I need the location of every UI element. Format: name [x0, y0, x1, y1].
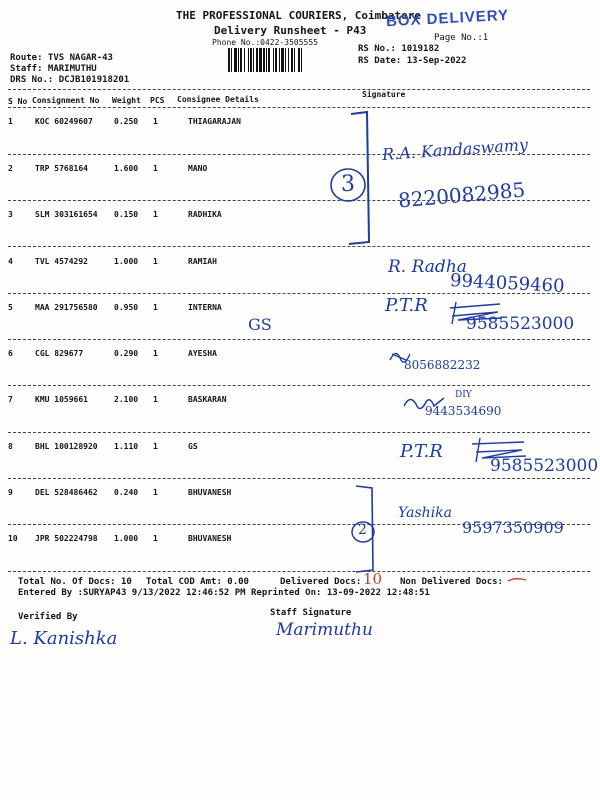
consignee: BHUVANESH	[188, 488, 232, 497]
consignee: THIAGARAJAN	[188, 117, 241, 126]
note-row-7: DIY	[455, 390, 472, 400]
pcs: 1	[153, 534, 158, 543]
consignee: MANO	[188, 164, 208, 173]
signature-row-8: P.T.R	[400, 441, 443, 462]
table-row	[0, 349, 600, 389]
pcs: 1	[153, 349, 158, 358]
signature-row-1: R.A. Kandaswamy	[381, 134, 529, 165]
delivered-count: 10	[363, 570, 383, 588]
weight: 1.000	[114, 257, 139, 266]
barcode	[228, 48, 352, 72]
consignee: INTERNA	[188, 303, 222, 312]
weight: 2.100	[114, 395, 139, 404]
non-delivered-docs-label: Non Delivered Docs:	[400, 577, 503, 587]
staff-signature: Marimuthu	[276, 620, 373, 640]
phone-row-6: 8056882232	[404, 358, 481, 372]
phone-row-9: 9597350909	[462, 518, 564, 537]
col-weight: Weight	[112, 96, 141, 105]
phone-row-8: 9585523000	[490, 456, 599, 476]
total-docs: Total No. Of Docs: 10	[18, 577, 132, 587]
rs-date: RS Date: 13-Sep-2022	[358, 56, 467, 66]
phone-row-5: 9585523000	[466, 314, 575, 334]
sheet-title: Delivery Runsheet - P43	[214, 24, 367, 37]
company-name: THE PROFESSIONAL COURIERS, Coimbatore	[176, 9, 422, 22]
sno: 2	[8, 164, 13, 173]
pcs: 1	[153, 117, 158, 126]
consignment-no: KOC 60249607	[35, 117, 93, 126]
consignment-no: DEL 528486462	[35, 488, 98, 497]
entered-by: Entered By :SURYAP43 9/13/2022 12:46:52 PM	[18, 588, 246, 598]
signature-row-9: Yashika	[398, 505, 453, 521]
consignee: RAMIAH	[188, 257, 217, 266]
consignee: BHUVANESH	[188, 534, 232, 543]
row-divider	[8, 571, 590, 572]
consignment-no: JPR 502224798	[35, 534, 98, 543]
consignment-no: TVL 4574292	[35, 257, 88, 266]
pcs: 1	[153, 488, 158, 497]
consignment-no: MAA 291756580	[35, 303, 98, 312]
rs-number: RS No.: 1019182	[358, 44, 440, 54]
table-row	[0, 534, 600, 574]
sno: 1	[8, 117, 13, 126]
verified-signature: L. Kanishka	[10, 628, 118, 649]
route: Route: TVS NAGAR-43	[10, 53, 113, 63]
reprinted-on: Reprinted On: 13-09-2022 12:48:51	[251, 588, 430, 598]
row-divider	[8, 478, 590, 479]
consignment-no: CGL 829677	[35, 349, 84, 358]
column-divider	[8, 107, 590, 108]
sno: 8	[8, 442, 13, 451]
consignee: GS	[188, 442, 198, 451]
row-divider	[8, 432, 590, 433]
row-divider	[8, 339, 590, 340]
note-row-5: GS	[248, 315, 272, 334]
phone-row-7: 9443534690	[425, 404, 502, 418]
col-consignee: Consignee Details	[177, 95, 259, 104]
phone-number: Phone No.:0422-3505555	[212, 38, 318, 47]
sno: 6	[8, 349, 13, 358]
sno: 7	[8, 395, 13, 404]
table-row	[0, 210, 600, 250]
weight: 0.150	[114, 210, 139, 219]
consignee: RADHIKA	[188, 210, 222, 219]
pcs: 1	[153, 210, 158, 219]
signature-row-5: P.T.R	[385, 295, 428, 316]
pcs: 1	[153, 303, 158, 312]
consignment-no: SLM 303161654	[35, 210, 98, 219]
header-divider	[8, 89, 590, 90]
delivered-docs-label: Delivered Docs:	[280, 577, 362, 587]
drs-number: DRS No.: DCJB101918201	[10, 75, 130, 85]
weight: 1.110	[114, 442, 139, 451]
row-divider	[8, 246, 590, 247]
sno: 4	[8, 257, 13, 266]
col-signature: Signature	[362, 90, 406, 99]
consignment-no: BHL 100128920	[35, 442, 98, 451]
weight: 0.240	[114, 488, 139, 497]
total-cod: Total COD Amt: 0.00	[146, 577, 249, 587]
red-dash-mark	[506, 576, 528, 584]
sno: 9	[8, 488, 13, 497]
verified-by-label: Verified By	[18, 612, 78, 622]
phone-row-1: 8220082985	[397, 177, 527, 213]
sno: 5	[8, 303, 13, 312]
weight: 0.950	[114, 303, 139, 312]
consignment-no: TRP 5768164	[35, 164, 88, 173]
pcs: 1	[153, 442, 158, 451]
col-pcs: PCS	[150, 96, 165, 105]
sno: 3	[8, 210, 13, 219]
signature-row-4: R. Radha	[388, 257, 467, 277]
box-delivery-stamp: BOX DELIVERY	[385, 6, 510, 31]
col-sno: S No	[8, 97, 28, 106]
consignment-no: KMU 1059661	[35, 395, 88, 404]
staff: Staff: MARIMUTHU	[10, 64, 97, 74]
group-count-2: 2	[358, 522, 367, 538]
weight: 0.250	[114, 117, 139, 126]
consignee: BASKARAN	[188, 395, 227, 404]
weight: 1.600	[114, 164, 139, 173]
table-row	[0, 395, 600, 435]
pcs: 1	[153, 164, 158, 173]
staff-signature-label: Staff Signature	[270, 608, 352, 618]
col-consignment: Consignment No	[32, 96, 100, 105]
weight: 1.000	[114, 534, 139, 543]
phone-row-4: 9944059460	[449, 270, 566, 297]
group-count-3: 3	[341, 172, 355, 197]
row-divider	[8, 385, 590, 386]
consignee: AYESHA	[188, 349, 217, 358]
page-number: Page No.:1	[434, 33, 489, 43]
pcs: 1	[153, 395, 158, 404]
weight: 0.290	[114, 349, 139, 358]
pcs: 1	[153, 257, 158, 266]
sno: 10	[8, 534, 18, 543]
